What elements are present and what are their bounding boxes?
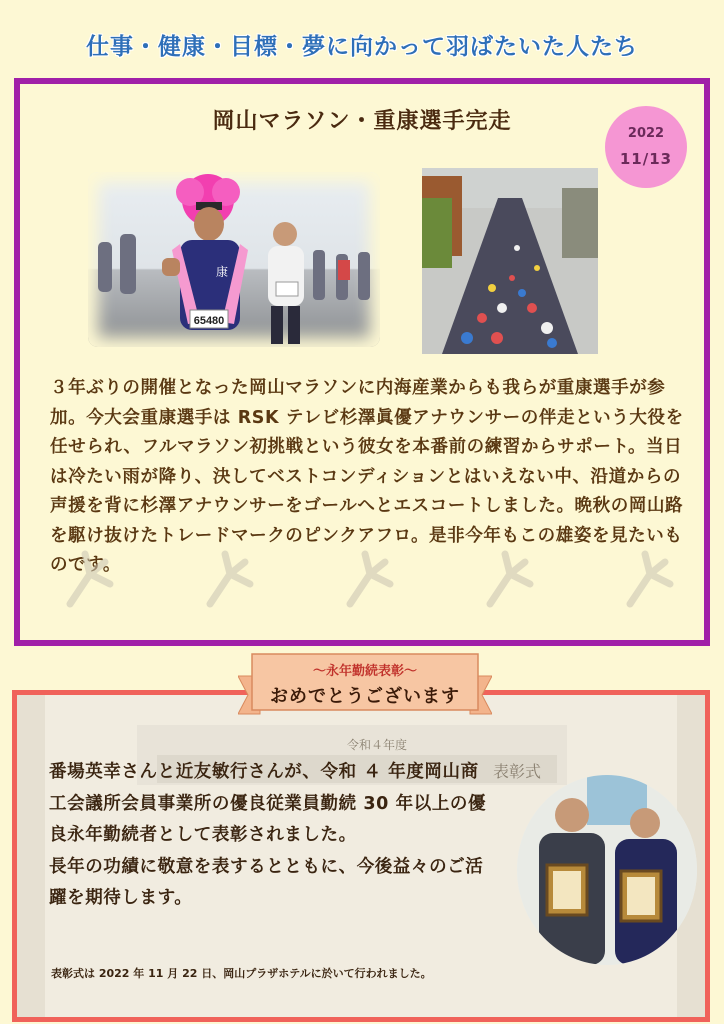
award-paragraph bbox=[49, 757, 489, 915]
marathon-crowd-photo bbox=[422, 168, 598, 354]
date-day: 11/13 bbox=[619, 150, 673, 168]
banner-small-text: 令和４年度 bbox=[346, 738, 408, 752]
date-badge bbox=[605, 106, 687, 188]
sash-text: 康 bbox=[216, 265, 229, 279]
award-ribbon bbox=[238, 652, 492, 716]
bib-number: 65480 bbox=[193, 315, 225, 327]
award-section bbox=[12, 690, 710, 1022]
ribbon-subtitle: ～永年勤続表彰～ bbox=[312, 664, 417, 679]
banner-text: 表彰式 bbox=[492, 762, 542, 781]
page-headline: 仕事・健康・目標・夢に向かって羽ばたいた人たち bbox=[86, 34, 638, 60]
award-paragraph-2: 長年の功績に敬意を表するとともに、今後益々のご活躍を期待します。 bbox=[49, 856, 484, 908]
award-paragraph-1: 番場英幸さんと近友敏行さんが、令和 ４ 年度岡山商工会議所会員事業所の優良従業員勤続 30 年以上の優良永年勤続者として表彰されました。 bbox=[49, 762, 487, 845]
marathon-section bbox=[14, 78, 710, 646]
date-year: 2022 bbox=[627, 126, 665, 141]
marathon-title: 岡山マラソン・重康選手完走 bbox=[212, 109, 512, 134]
ribbon-title: おめでとうございます bbox=[270, 686, 460, 707]
award-footnote: 表彰式は 2022 年 11 月 22 日、岡山プラザホテルに於いて行われました。 bbox=[51, 967, 432, 980]
marathon-paragraph: ３年ぶりの開催となった岡山マラソンに内海産業からも我らが重康選手が参加。今大会重康選手は RSK テレビ杉澤眞優アナウンサーの伴走という大役を任せられ、フルマラソン初挑戦という彼女を本番前の練習からサポート。当日は冷たい雨が降り、決してベストコンディションとはいえない中、沿道からの声援を背に杉澤アナウンサーをゴールへとエスコートしました。晩秋の岡山路を駆け抜けたトレードマークのピンクアフロ。是非今年もこの雄姿を見たいものです。 bbox=[50, 378, 684, 575]
award-recipients-photo bbox=[517, 775, 697, 965]
runner-photo bbox=[88, 172, 380, 347]
